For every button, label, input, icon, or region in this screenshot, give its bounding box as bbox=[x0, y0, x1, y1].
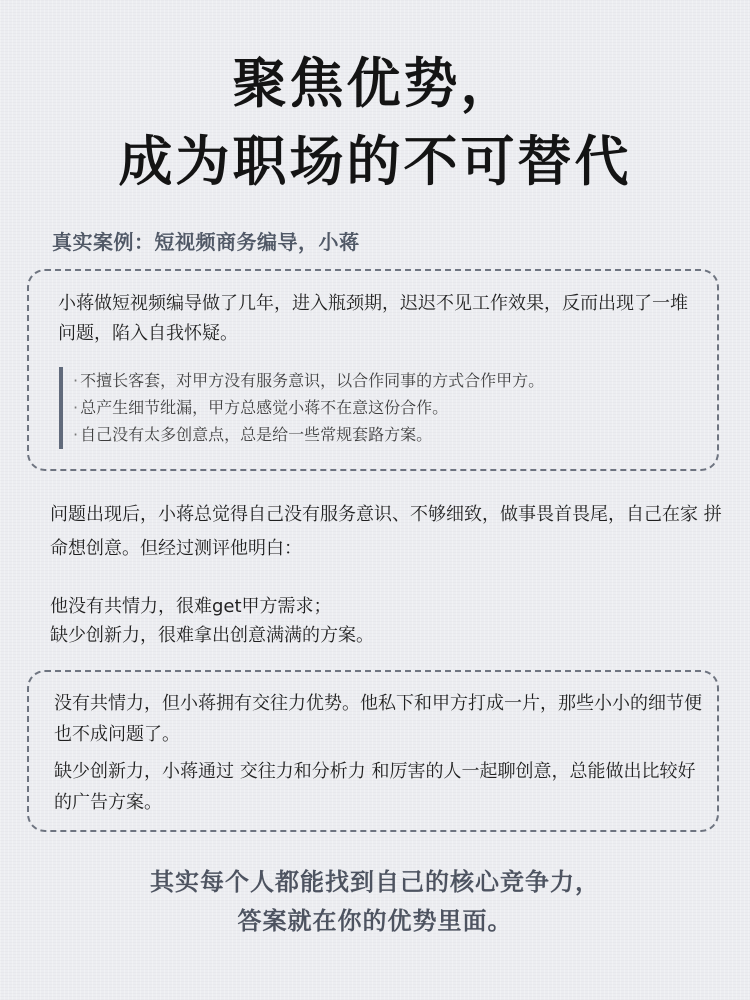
case-heading: 真实案例：短视频商务编导，小蒋 bbox=[52, 230, 360, 254]
bullet-dot-icon: · bbox=[73, 425, 79, 444]
case-box bbox=[27, 269, 719, 471]
bullet-dot-icon: · bbox=[73, 398, 79, 417]
solution-paragraph-1: 没有共情力，但小蒋拥有交往力优势。他私下和甲方打成一片，那些小小的细节便也不成问题了。 bbox=[54, 693, 702, 745]
list-item bbox=[73, 394, 683, 421]
solution-box bbox=[27, 670, 719, 832]
findings bbox=[50, 592, 730, 650]
solution-paragraph-2: 缺少创新力，小蒋通过 交往力和分析力 和厉害的人一起聊创意，总能做出比较好的广告方案。 bbox=[54, 761, 696, 813]
closing-line-2: 答案就在你的优势里面。 bbox=[237, 907, 513, 935]
bullet-text: 总产生细节纰漏，甲方总感觉小蒋不在意这份合作。 bbox=[80, 398, 449, 417]
bullet-text: 不擅长客套，对甲方没有服务意识，以合作同事的方式合作甲方。 bbox=[80, 371, 545, 390]
list-item bbox=[73, 367, 683, 394]
closing-line-1: 其实每个人都能找到自己的核心竞争力， bbox=[150, 868, 600, 896]
case-bullet-list bbox=[59, 367, 683, 449]
page-title-line-1: 聚焦优势， bbox=[232, 52, 518, 115]
bullet-text: 自己没有太多创意点，总是给一些常规套路方案。 bbox=[80, 425, 433, 444]
case-intro: 小蒋做短视频编导做了几年，进入瓶颈期，迟迟不见工作效果，反而出现了一堆问题，陷入自我怀疑。 bbox=[58, 293, 688, 344]
list-item bbox=[73, 421, 683, 448]
bullet-dot-icon: · bbox=[73, 371, 79, 390]
finding-innovation: 缺少创新力，很难拿出创意满满的方案。 bbox=[50, 625, 374, 646]
page-title-line-2: 成为职场的不可替代 bbox=[118, 130, 632, 193]
problem-paragraph: 问题出现后，小蒋总觉得自己没有服务意识、不够细致，做事畏首畏尾，自己在家 拼命想创意。但经过测评他明白： bbox=[50, 504, 722, 559]
finding-empathy: 他没有共情力，很难get甲方需求； bbox=[50, 596, 332, 617]
